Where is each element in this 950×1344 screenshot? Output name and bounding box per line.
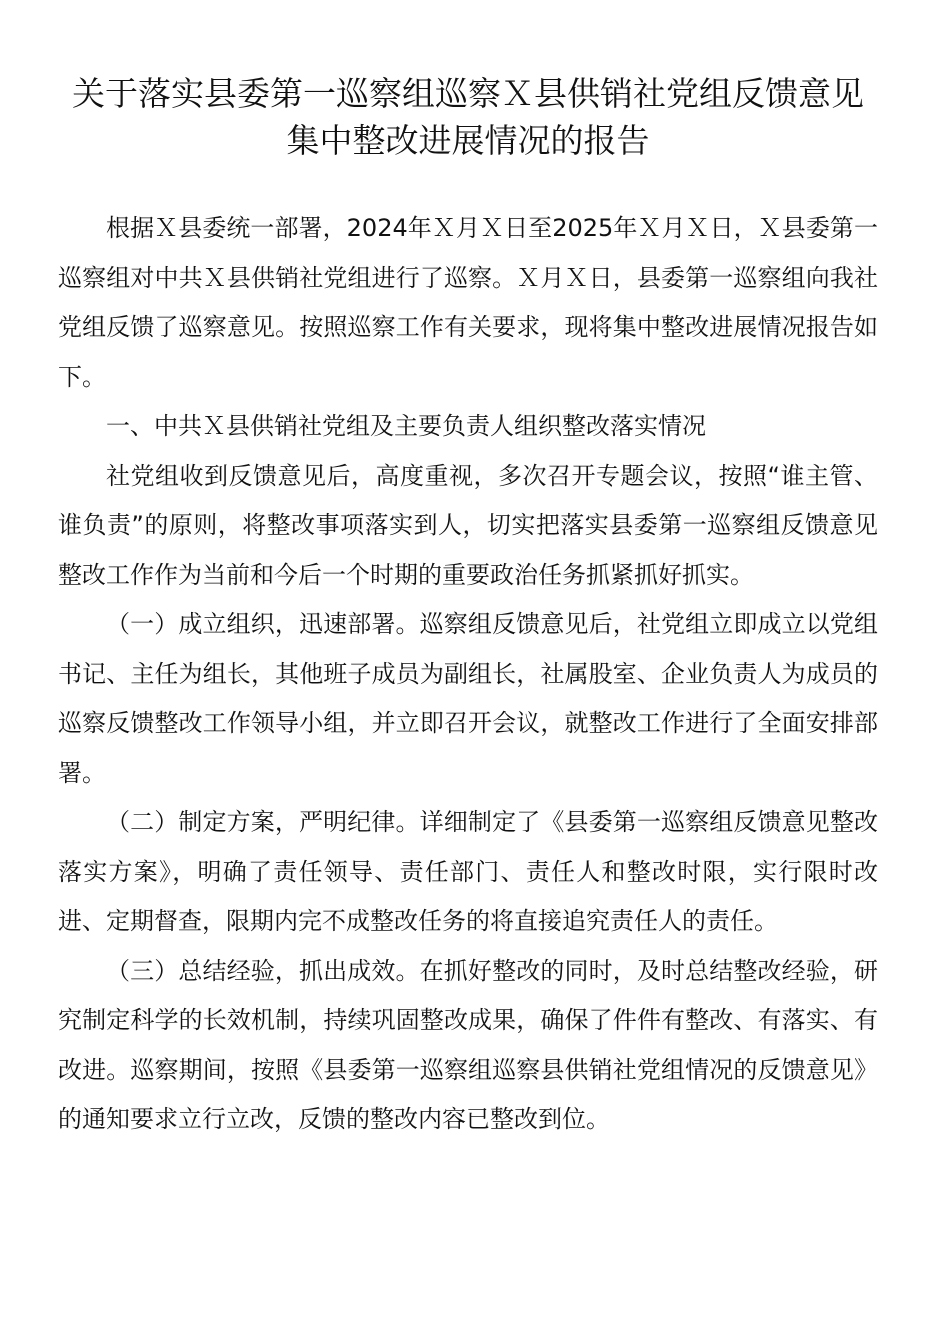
paragraph-item-2: （二）制定方案，严明纪律。详细制定了《县委第一巡察组反馈意见整改落实方案》，明确了责任领导、责任部门、责任人和整改时限，实行限时改进、定期督查，限期内完不成整改任务的将直接追究责任人的责任。: [58, 808, 878, 935]
paragraph-intro: 根据Ｘ县委统一部署，2024年Ｘ月Ｘ日至2025年Ｘ月Ｘ日，Ｘ县委第一巡察组对中共Ｘ县供销社党组进行了巡察。Ｘ月Ｘ日，县委第一巡察组向我社党组反馈了巡察意见。按照巡察工作有关要求，现将集中整改进展情况报告如下。: [58, 214, 878, 391]
document-page: [58, 70, 878, 1145]
paragraph-item-3: （三）总结经验，抓出成效。在抓好整改的同时，及时总结整改经验，研究制定科学的长效机制，持续巩固整改成果，确保了件件有整改、有落实、有改进。巡察期间，按照《县委第一巡察组巡察县供销社党组情况的反馈意见》的通知要求立行立改，反馈的整改内容已整改到位。: [58, 956, 878, 1133]
document-title: 关于落实县委第一巡察组巡察Ｘ县供销社党组反馈意见集中整改进展情况的报告: [72, 74, 864, 160]
paragraph-section-1: 社党组收到反馈意见后，高度重视，多次召开专题会议，按照“谁主管、谁负责”的原则，将整改事项落实到人，切实把落实县委第一巡察组反馈意见整改工作作为当前和今后一个时期的重要政治任务抓紧抓好抓实。: [58, 461, 878, 589]
section-heading-1: 一、中共Ｘ县供销社党组及主要负责人组织整改落实情况: [106, 412, 706, 440]
paragraph-item-1: （一）成立组织，迅速部署。巡察组反馈意见后，社党组立即成立以党组书记、主任为组长，其他班子成员为副组长，社属股室、企业负责人为成员的巡察反馈整改工作领导小组，并立即召开会议，就整改工作进行了全面安排部署。: [58, 610, 878, 787]
